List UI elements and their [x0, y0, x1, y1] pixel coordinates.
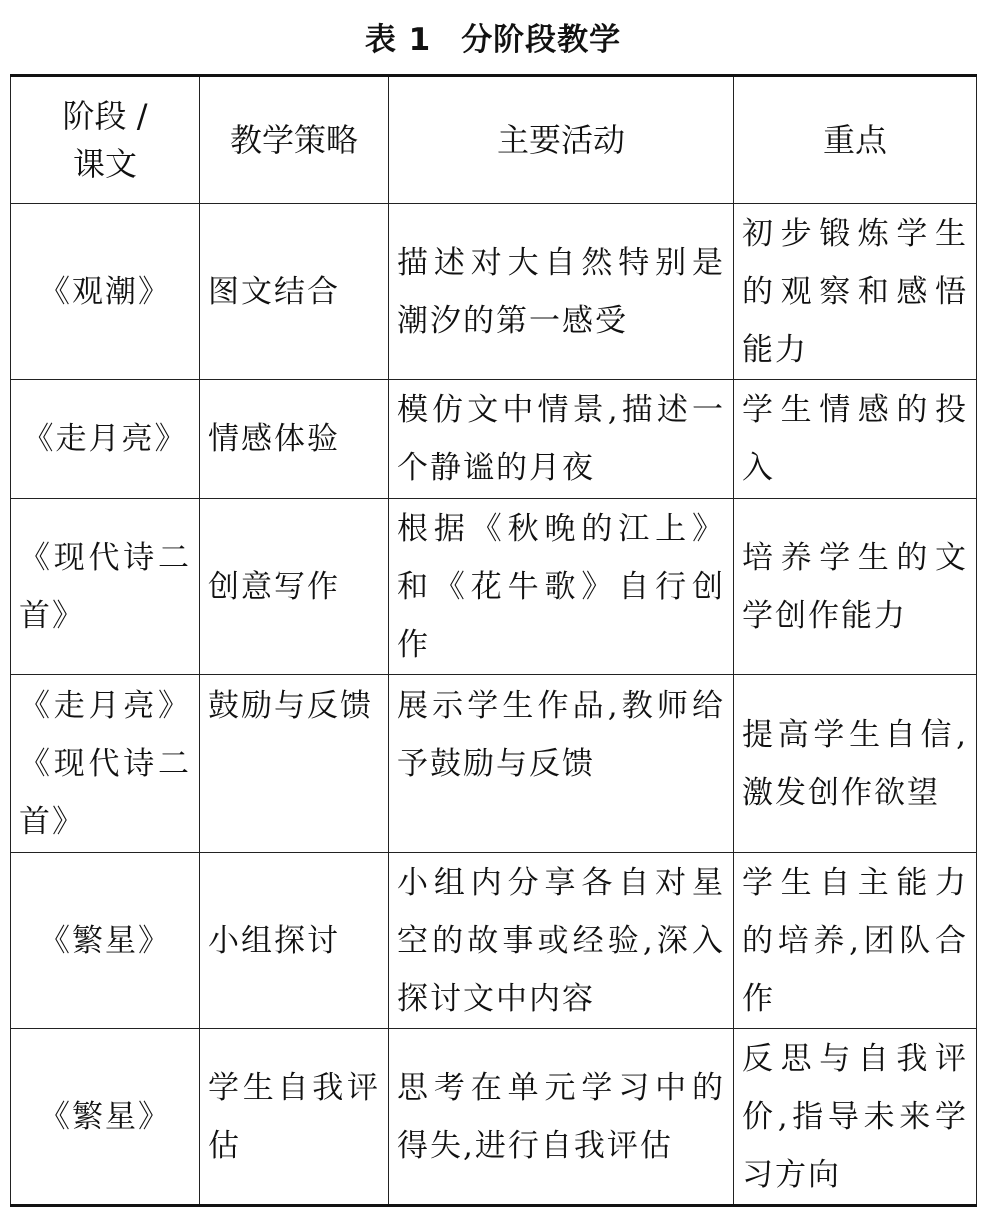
header-row — [11, 76, 977, 204]
table-row — [11, 675, 977, 853]
stage-teaching-table — [10, 74, 977, 1207]
activity-cell: 描述对大自然特别是潮汐的第一感受 — [389, 204, 734, 380]
strategy-cell: 小组探讨 — [200, 853, 389, 1029]
header-stage-line2: 课文 — [72, 145, 137, 183]
focus-cell: 初步锻炼学生的观察和感悟能力 — [734, 204, 977, 380]
table-title — [0, 0, 986, 72]
lesson-cell: 《现代诗二首》 — [11, 499, 200, 675]
strategy-cell: 情感体验 — [200, 380, 389, 499]
table-number: 表 1 — [364, 21, 432, 58]
header-focus: 重点 — [734, 76, 977, 204]
activity-cell: 小组内分享各自对星空的故事或经验,深入探讨文中内容 — [389, 853, 734, 1029]
header-activity: 主要活动 — [389, 76, 734, 204]
lesson-cell: 《走月亮》 — [11, 380, 200, 499]
header-stage — [11, 76, 200, 204]
focus-cell: 培养学生的文学创作能力 — [734, 499, 977, 675]
table-row — [11, 853, 977, 1029]
table-row — [11, 204, 977, 380]
focus-cell: 提高学生自信,激发创作欲望 — [734, 675, 977, 853]
focus-cell: 学生自主能力的培养,团队合作 — [734, 853, 977, 1029]
header-stage-line1: 阶段 / — [62, 97, 148, 135]
activity-cell: 根据《秋晚的江上》和《花牛歌》自行创作 — [389, 499, 734, 675]
focus-cell: 反思与自我评价,指导未来学习方向 — [734, 1029, 977, 1206]
activity-cell: 展示学生作品,教师给予鼓励与反馈 — [389, 675, 734, 853]
table-row — [11, 1029, 977, 1206]
activity-cell: 思考在单元学习中的得失,进行自我评估 — [389, 1029, 734, 1206]
strategy-cell: 学生自我评估 — [200, 1029, 389, 1206]
table-row — [11, 380, 977, 499]
strategy-cell: 创意写作 — [200, 499, 389, 675]
lesson-cell: 《走月亮》《现代诗二首》 — [11, 675, 200, 853]
lesson-cell: 《观潮》 — [11, 204, 200, 380]
header-strategy: 教学策略 — [200, 76, 389, 204]
strategy-cell: 鼓励与反馈 — [200, 675, 389, 853]
strategy-cell: 图文结合 — [200, 204, 389, 380]
table-caption: 分阶段教学 — [461, 21, 622, 58]
lesson-cell: 《繁星》 — [11, 853, 200, 1029]
activity-cell: 模仿文中情景,描述一个静谧的月夜 — [389, 380, 734, 499]
focus-cell: 学生情感的投入 — [734, 380, 977, 499]
table-row — [11, 499, 977, 675]
lesson-cell: 《繁星》 — [11, 1029, 200, 1206]
